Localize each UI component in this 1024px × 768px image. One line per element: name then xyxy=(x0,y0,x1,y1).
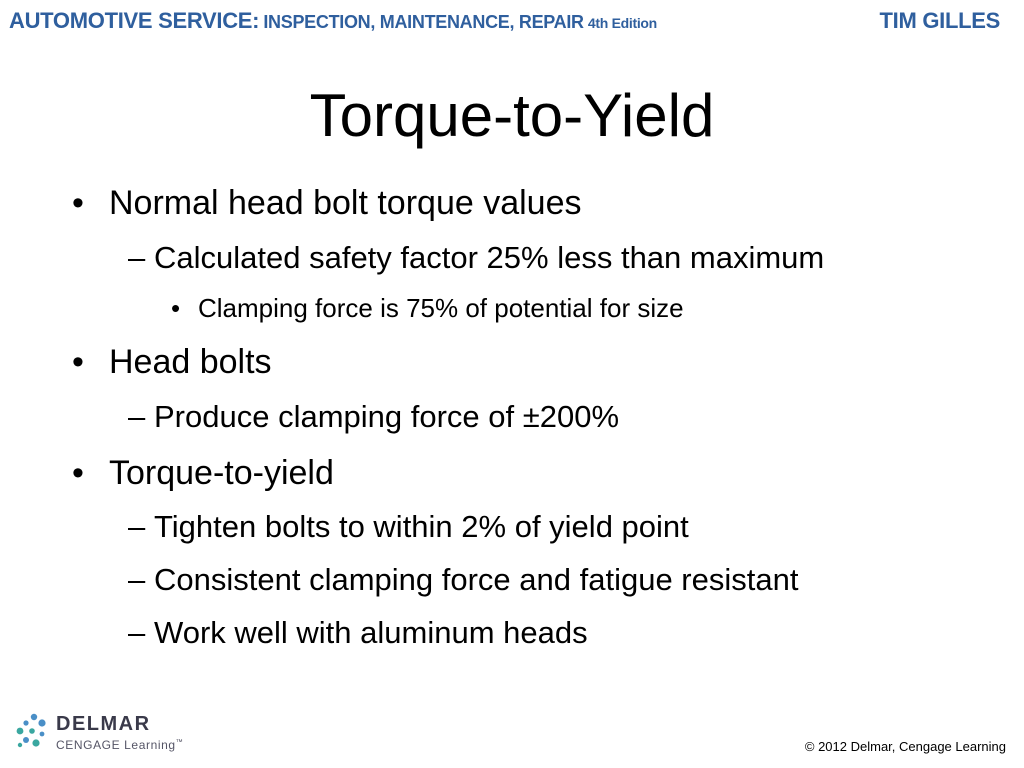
bullet-item: Head bolts xyxy=(109,343,272,381)
logo-delmar-text: DELMAR xyxy=(56,713,151,735)
copyright-notice: © 2012 Delmar, Cengage Learning xyxy=(804,739,1006,754)
sub-bullet-item: Work well with aluminum heads xyxy=(154,615,588,650)
bullet-item: Torque-to-yield xyxy=(109,454,334,492)
bullet-marker: • xyxy=(72,343,84,381)
series-title-sub: INSPECTION, MAINTENANCE, REPAIR xyxy=(263,12,584,32)
sub-bullet-marker: – xyxy=(128,509,146,544)
slide-title: Torque-to-Yield xyxy=(309,82,715,149)
sub-bullet-item: Consistent clamping force and fatigue resistant xyxy=(154,562,799,597)
series-edition: 4th Edition xyxy=(587,15,657,31)
sub-bullet-marker: – xyxy=(128,562,146,597)
publisher-logo xyxy=(14,710,214,754)
sub-bullet-marker: – xyxy=(128,399,146,434)
series-title-main: AUTOMOTIVE SERVICE: xyxy=(9,8,260,33)
logo-tagline: CENGAGE Learning xyxy=(56,738,176,752)
bullet-marker: • xyxy=(72,454,84,492)
sub-sub-bullet-marker: • xyxy=(171,293,181,323)
sub-bullet-marker: – xyxy=(128,615,146,650)
sub-bullet-item: Produce clamping force of ±200% xyxy=(154,399,620,434)
delmar-cengage-logo-icon xyxy=(14,712,50,750)
sub-bullet-item: Tighten bolts to within 2% of yield point xyxy=(154,509,689,544)
sub-sub-bullet-item: Clamping force is 75% of potential for size xyxy=(198,293,684,323)
logo-cengage-text xyxy=(56,736,183,752)
sub-bullet-item: Calculated safety factor 25% less than maximum xyxy=(154,240,825,275)
sub-bullet-marker: – xyxy=(128,240,146,275)
logo-trademark: ™ xyxy=(175,739,184,746)
bullet-marker: • xyxy=(72,184,84,222)
author-name: TIM GILLES xyxy=(879,8,1000,33)
bullet-item: Normal head bolt torque values xyxy=(109,184,582,222)
